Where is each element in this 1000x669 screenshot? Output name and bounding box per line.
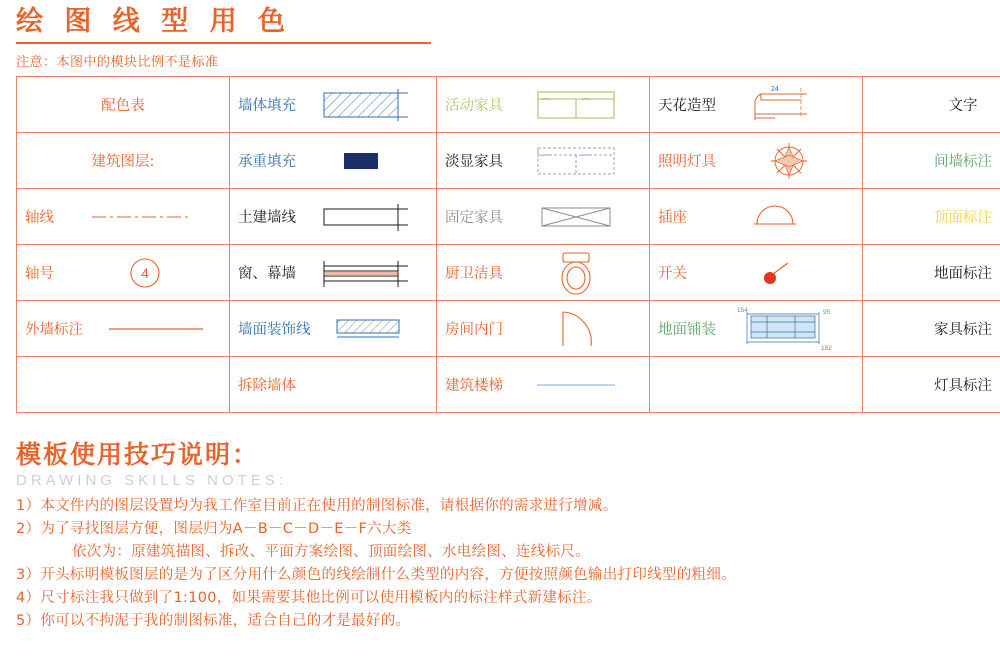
legend-label: 配色表 bbox=[101, 98, 145, 114]
legend-label: 天花造型 bbox=[658, 98, 716, 114]
legend-label: 淡显家具 bbox=[445, 154, 503, 170]
legend-label: 建筑图层: bbox=[91, 154, 155, 170]
legend-cell-room-door bbox=[437, 301, 650, 357]
legend-label: 家具标注 bbox=[934, 322, 992, 338]
legend-label: 顶面标注 bbox=[934, 210, 992, 226]
dash-dot-line-icon bbox=[62, 190, 221, 243]
legend-label: 插座 bbox=[658, 210, 687, 226]
legend-label: 开关 bbox=[658, 266, 687, 282]
legend-cell-ceiling-shape bbox=[650, 77, 863, 133]
legend-cell-partition-dim bbox=[863, 133, 1000, 189]
hatch-diagonal-icon bbox=[304, 78, 428, 131]
lamp-star-icon bbox=[724, 134, 854, 187]
legend-label: 轴线 bbox=[25, 210, 54, 226]
legend-cell-text bbox=[863, 77, 1000, 133]
svg-text:152: 152 bbox=[821, 344, 832, 352]
title-divider bbox=[16, 42, 431, 44]
table-row bbox=[17, 77, 1000, 133]
legend-cell-socket bbox=[650, 189, 863, 245]
wall-double-line-icon bbox=[304, 190, 428, 243]
legend-cell-lighting bbox=[650, 133, 863, 189]
legend-cell-bearing-fill bbox=[230, 133, 437, 189]
table-row bbox=[17, 245, 1000, 301]
legend-cell-ceiling-dim bbox=[863, 189, 1000, 245]
legend-cell-wall-fill bbox=[230, 77, 437, 133]
legend-cell-color-table bbox=[17, 77, 230, 133]
legend-cell-window-curtainwall bbox=[230, 245, 437, 301]
legend-cell-furniture-dim bbox=[863, 301, 1000, 357]
legend-label: 拆除墙体 bbox=[238, 378, 296, 394]
legend-label: 轴号 bbox=[25, 266, 54, 282]
legend-cell-floor-dim bbox=[863, 245, 1000, 301]
legend-label: 外墙标注 bbox=[25, 322, 83, 338]
door-swing-icon bbox=[511, 302, 641, 355]
sofa-olive-icon bbox=[511, 78, 641, 131]
stair-line-icon bbox=[511, 358, 641, 411]
svg-text:95: 95 bbox=[823, 308, 831, 316]
legend-cell-dimmed-furniture bbox=[437, 133, 650, 189]
legend-cell-axis-line bbox=[17, 189, 230, 245]
legend-label: 地面标注 bbox=[934, 266, 992, 282]
legend-label: 厨卫洁具 bbox=[445, 266, 503, 282]
notes-block bbox=[16, 440, 976, 633]
legend-cell-lamp-dim bbox=[863, 357, 1000, 413]
legend-label: 间墙标注 bbox=[934, 154, 992, 170]
table-row bbox=[17, 133, 1000, 189]
note-line: 5）你可以不拘泥于我的制图标准，适合自己的才是最好的。 bbox=[16, 613, 411, 629]
solid-navy-block-icon bbox=[304, 134, 428, 187]
legend-cell-demolish-wall bbox=[230, 357, 437, 413]
socket-arc-icon bbox=[695, 190, 854, 243]
legend-label: 房间内门 bbox=[445, 322, 503, 338]
legend-table bbox=[16, 76, 1000, 413]
legend-cell-floor-paving bbox=[650, 301, 863, 357]
legend-cell-structural-wall-line bbox=[230, 189, 437, 245]
legend-cell-axis-number bbox=[17, 245, 230, 301]
title-block bbox=[16, 6, 576, 70]
legend-label: 墙面装饰线 bbox=[238, 322, 311, 338]
cabinet-cross-icon bbox=[511, 190, 641, 243]
ceiling-profile-icon bbox=[724, 78, 854, 131]
legend-label: 照明灯具 bbox=[658, 154, 716, 170]
note-line: 3）开头标明模板图层的是为了区分用什么颜色的线绘制什么类型的内容，方便按照颜色输出打印线型的粗细。 bbox=[16, 567, 736, 583]
legend-label: 文字 bbox=[948, 98, 978, 114]
title-note: 注意：本图中的模块比例不是标准 bbox=[16, 55, 219, 70]
legend-cell-wall-decor-line bbox=[230, 301, 437, 357]
legend-cell-empty bbox=[17, 357, 230, 413]
table-row bbox=[17, 189, 1000, 245]
note-line: 依次为：原建筑描图、拆改、平面方案绘图、顶面绘图、水电绘图、连线标尺。 bbox=[72, 544, 590, 560]
legend-label: 窗、幕墙 bbox=[238, 266, 296, 282]
legend-label: 土建墙线 bbox=[238, 210, 296, 226]
switch-dot-icon bbox=[695, 246, 854, 299]
legend-cell-exterior-wall-dim bbox=[17, 301, 230, 357]
table-row bbox=[17, 301, 1000, 357]
note-line: 2）为了寻找图层方便，图层归为A－B－C－D－E－F六大类 bbox=[16, 521, 412, 537]
notes-title: 模板使用技巧说明： bbox=[16, 440, 260, 469]
floor-pattern-icon bbox=[724, 302, 854, 355]
note-line: 4）尺寸标注我只做到了1:100，如果需要其他比例可以使用模板内的标注样式新建标注。 bbox=[16, 590, 602, 606]
notes-subtitle: DRAWING SKILLS NOTES: bbox=[16, 472, 287, 489]
legend-label: 地面铺装 bbox=[658, 322, 716, 338]
note-line: 1）本文件内的图层设置均为我工作室目前正在使用的制图标准，请根据你的需求进行增减。 bbox=[16, 498, 618, 514]
legend-label: 固定家具 bbox=[445, 210, 503, 226]
legend-cell-sanitary-ware bbox=[437, 245, 650, 301]
legend-label: 活动家具 bbox=[445, 98, 503, 114]
axis-circle-icon bbox=[62, 246, 221, 299]
page-title: 绘 图 线 型 用 色 bbox=[16, 6, 291, 37]
sofa-dashed-icon bbox=[511, 134, 641, 187]
solid-line-orange-icon bbox=[91, 302, 221, 355]
toilet-plan-icon bbox=[511, 246, 641, 299]
svg-text:154: 154 bbox=[737, 306, 748, 314]
legend-cell-stairs bbox=[437, 357, 650, 413]
legend-label: 墙体填充 bbox=[238, 98, 296, 114]
legend-cell-switch bbox=[650, 245, 863, 301]
legend-cell-fixed-furniture bbox=[437, 189, 650, 245]
axis-number-text: 4 bbox=[140, 264, 149, 281]
hatch-decor-icon bbox=[319, 302, 429, 355]
legend-label: 灯具标注 bbox=[934, 378, 992, 394]
legend-cell-building-layers bbox=[17, 133, 230, 189]
window-lines-icon bbox=[304, 246, 428, 299]
legend-label: 承重填充 bbox=[238, 154, 296, 170]
legend-label: 建筑楼梯 bbox=[445, 378, 503, 394]
legend-cell-movable-furniture bbox=[437, 77, 650, 133]
annotation-24: 24 bbox=[771, 85, 779, 93]
table-row bbox=[17, 357, 1000, 413]
legend-cell-empty-2 bbox=[650, 357, 863, 413]
